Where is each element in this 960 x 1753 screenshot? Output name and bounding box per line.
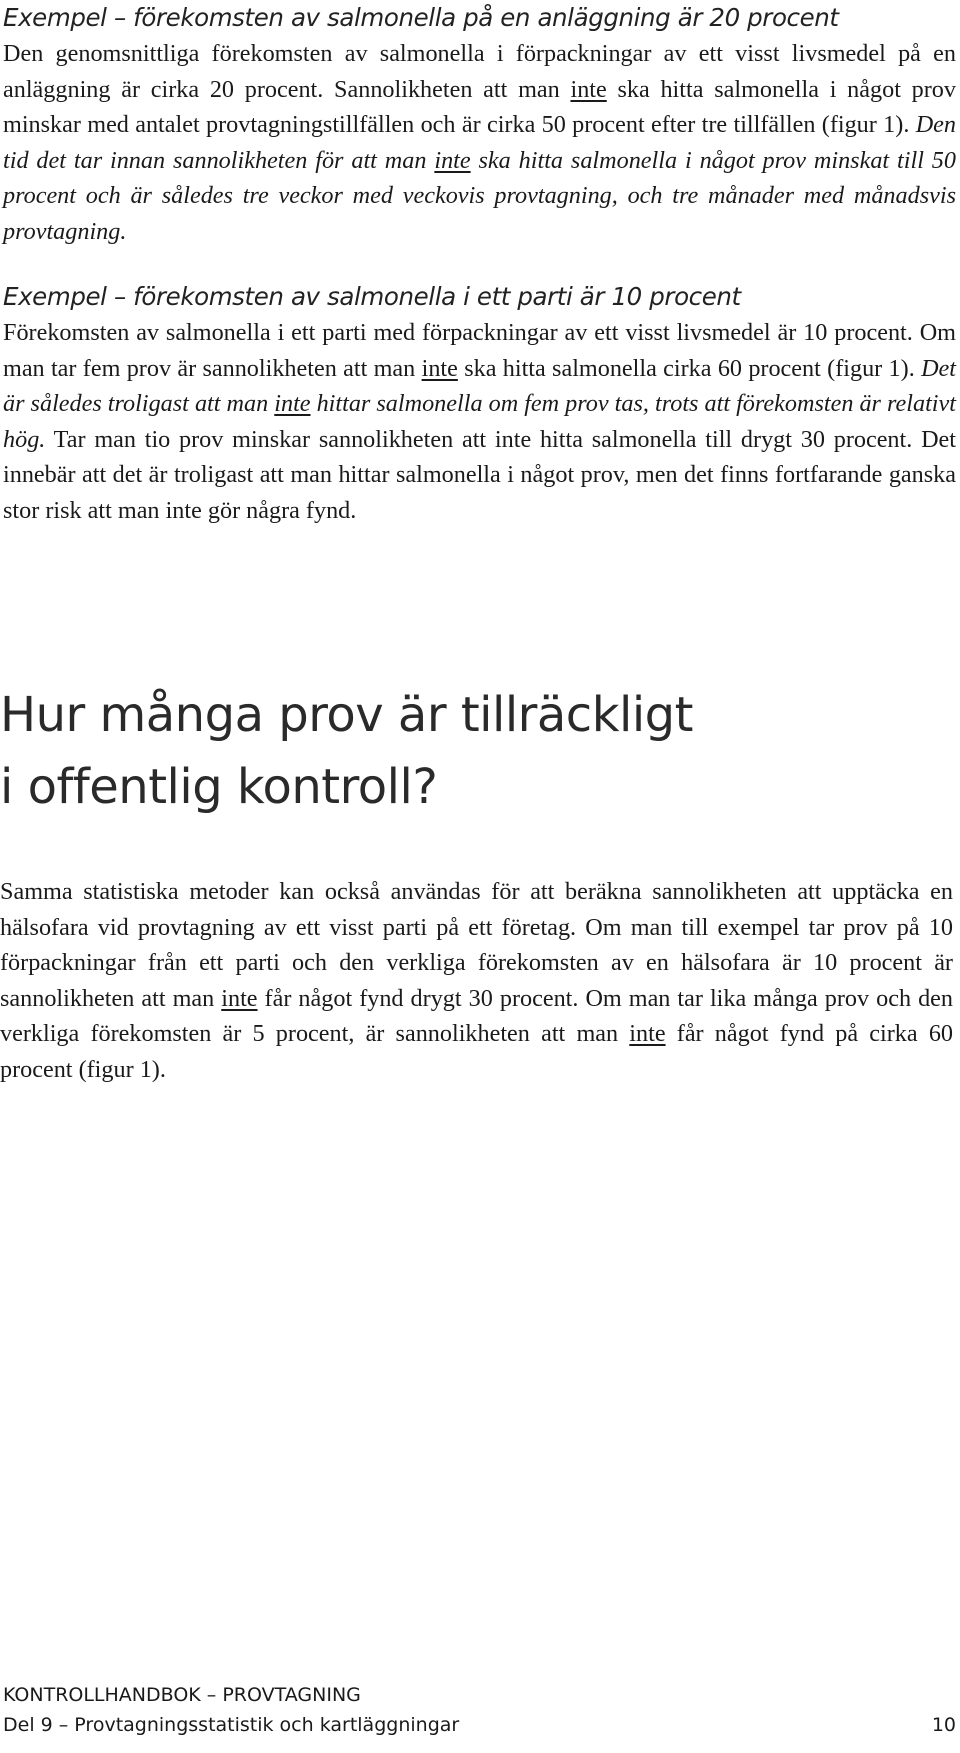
italic-text: ska hitta salmonella i något prov minskat till 50 procent och är således tre veckor med veckovis provtagning, och tre månader med månadsvis provtagning.: [3, 146, 956, 245]
footer-subtitle: Del 9 – Provtagningsstatistik och kartläggningar: [3, 1714, 460, 1736]
emphasis-inte: inte: [221, 984, 258, 1012]
emphasis-inte: inte: [421, 354, 458, 382]
control-section: [0, 874, 953, 1087]
page-number: 10: [931, 1714, 956, 1736]
paragraph-text: Tar man tio prov minskar sannolikheten att inte hitta salmonella till drygt 30 procent. Det innebär att det är troligast att man hittar salmonella i något prov, men det finns fortfarande ganska stor risk att man inte gör några fynd.: [3, 425, 956, 524]
section-heading-line-2: i offentlig kontroll?: [0, 759, 438, 815]
example-paragraph-facility: [3, 36, 956, 249]
example-section-batch: [3, 279, 956, 528]
paragraph-text: Samma statistiska metoder kan också användas för att beräkna sannolikheten att upptäcka en hälsofara vid provtagning av ett visst parti på ett företag. Om man till exempel tar prov på 10 förpackningar från ett parti och den verkliga förekomsten av en hälsofara är 10 procent är sannolikheten att man: [0, 878, 953, 1012]
emphasis-inte: inte: [570, 75, 607, 103]
example-section-facility: [3, 0, 956, 249]
example-paragraph-batch: [3, 315, 956, 528]
example-heading-facility: Exempel – förekomsten av salmonella på en anläggning är 20 procent: [3, 3, 839, 32]
italic-text: Det är således troligast att man: [3, 354, 956, 417]
page-footer: [3, 1680, 956, 1740]
section-heading-line-1: Hur många prov är tillräckligt: [0, 687, 693, 743]
paragraph-text: ska hitta salmonella cirka 60 procent (figur 1).: [457, 354, 922, 382]
paragraph-text: Den genomsnittliga förekomsten av salmonella i förpackningar av ett visst livsmedel på en anläggning är cirka 20 procent. Sannolikheten att man: [3, 40, 956, 103]
footer-row: [3, 1710, 956, 1740]
emphasis-inte: inte: [629, 1020, 666, 1047]
paragraph-text: får något fynd på cirka 60 procent (figur 1).: [0, 1020, 954, 1083]
control-paragraph: [0, 874, 953, 1087]
emphasis-inte: inte: [274, 390, 311, 417]
paragraph-text: Förekomsten av salmonella i ett parti med förpackningar av ett visst livsmedel är 10 procent. Om man tar fem prov är sannolikheten att man: [3, 319, 956, 382]
section-heading: [0, 679, 693, 823]
emphasis-inte: inte: [434, 146, 471, 174]
paragraph-text: får något fynd drygt 30 procent. Om man tar lika många prov och den verkliga förekomsten är 5 procent, är sannolikheten att man: [0, 984, 953, 1047]
italic-text: Den tid det tar innan sannolikheten för att man: [3, 111, 956, 174]
italic-text: hittar salmonella om fem prov tas, trots att förekomsten är relativt hög.: [3, 390, 956, 453]
footer-title: KONTROLLHANDBOK – PROVTAGNING: [3, 1684, 361, 1706]
document-page: [3, 0, 956, 528]
paragraph-text: ska hitta salmonella i något prov minskar med antalet provtagningstillfällen och är cirka 50 procent efter tre tillfällen (figur 1).: [3, 75, 956, 138]
example-heading-batch: Exempel – förekomsten av salmonella i ett parti är 10 procent: [3, 282, 741, 311]
